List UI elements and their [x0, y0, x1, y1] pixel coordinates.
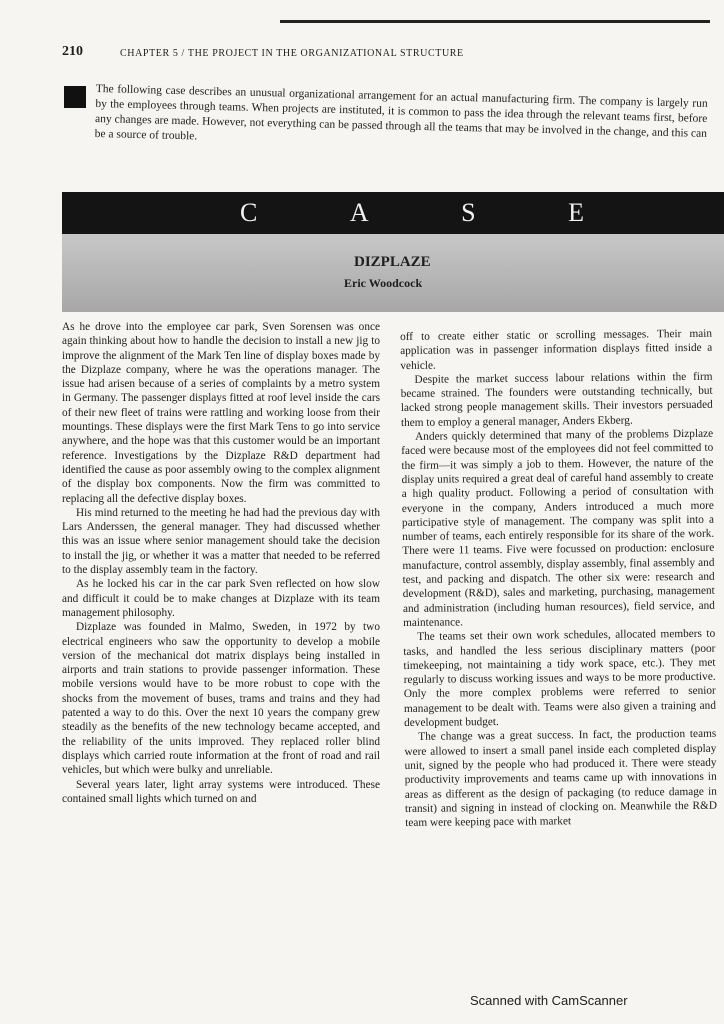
left-column	[62, 320, 380, 806]
paragraph: off to create either static or scrolling messages. Their main application was in passenger information displays fitted inside a vehicle.	[400, 327, 713, 372]
paragraph: The change was a great success. In fact, the production teams were allowed to insert a small panel inside each completed display unit, signed by the people who had produced it. There were steady productivity improvements and teams came up with innovations in areas as different as the design of packaging (to reduce damage in transit) and signing in instead of clocking on. Meanwhile the R&D team were keeping pace with market	[404, 728, 718, 830]
top-rule	[280, 20, 710, 23]
paragraph: As he locked his car in the car park Sven reflected on how slow and difficult it could be to make changes at Dizplaze with its team management philosophy.	[62, 578, 380, 619]
case-letter: A	[349, 198, 369, 227]
case-banner	[62, 192, 724, 312]
paragraph: His mind returned to the meeting he had had the previous day with Lars Anderssen, the general manager. They had discussed whether this was an issue where senior management should take the decision to install the jig, or whether it was a matter that needed to be referred to the display assembly team in the factory.	[62, 506, 380, 577]
paragraph: The teams set their own work schedules, allocated members to tasks, and handled the less serious disciplinary matters (poor timekeeping, not maintaining a tidy work space, etc.). They met regularly to discuss working issues and ways to be more productive. Only the more complex problems were referred to senior management to be dealt with. Teams were also given a training and development budget.	[403, 627, 717, 729]
paragraph: Dizplaze was founded in Malmo, Sweden, in 1972 by two electrical engineers who saw the opportunity to develop a mobile version of the mechanical dot matrix displays being installed in airports and train stations to provide passenger information. These mobile versions would have to be more robust to cope with the shocks from the movement of buses, trams and trains and they had patented a way to do this. Over the next 10 years the company grew steadily as the benefits of the new technology became accepted, and the reliability of the units improved. They replaced roller blind displays which carried route information at the front of road and rail vehicles, but which were bulky and unreliable.	[62, 621, 380, 777]
paragraph: Anders quickly determined that many of the problems Dizplaze faced were because most of the employees did not feel committed to the firm—it was simply a job to them. However, the nature of the display units required a great deal of careful hand assembly to create a high quality product. Following a period of consultation with everyone in the company, Anders introduced a much more participative style of management. The company was split into a number of teams, each entirely responsible for its share of the work. There were 11 teams. Five were focussed on production: enclosure manufacture, control assembly, display assembly, final assembly and test, and packing and dispatch. The other six were: research and development (R&D), sales and marketing, purchasing, management and administration (including human resources), field service, and maintenance.	[401, 427, 715, 629]
paragraph: Despite the market success labour relations within the firm became strained. The founders were outstanding technically, but lacked strong people management skills. Their investors persuaded them to employ a general manager, Anders Ekberg.	[400, 370, 713, 429]
case-letter: C	[240, 198, 258, 227]
paragraph: Several years later, light array systems were introduced. These contained small lights which turned on and	[62, 778, 380, 805]
case-title: DIZPLAZE	[354, 254, 431, 270]
intro-paragraph: The following case describes an unusual organizational arrangement for an actual manufacturing firm. The company is largely run by the employees through teams. When projects are instituted, it is common to pass the idea through the relevant teams first, before any changes are made. However, not everything can be passed through all the teams that may be involved in the change, and this can be a source of trouble.	[94, 82, 708, 143]
chapter-heading: CHAPTER 5 / THE PROJECT IN THE ORGANIZATIONAL STRUCTURE	[120, 48, 464, 59]
case-letter: E	[568, 198, 584, 227]
case-letters-bar	[62, 192, 724, 234]
intro-marker	[64, 86, 86, 108]
paragraph: As he drove into the employee car park, Sven Sorensen was once again thinking about how to handle the decision to install a new jig to improve the alignment of the Mark Ten line of display boxes made by the Dizplaze company, where he was the operations manager. The issue had arisen because of a series of complaints by a metro system in Germany. The passenger displays fitted at roof level inside the cars of their new fleet of trains were rattling and working loose from their mountings. These displays were the first Mark Tens to go into service anywhere, and the hope was that this customer would be an important reference. Investigations by the Dizplaze R&D department had identified the cause as poor assembly owing to the complex alignment of the display box components. Now the firm was committed to replacing all the defective display boxes.	[62, 321, 380, 505]
case-author: Eric Woodcock	[344, 276, 423, 290]
scanner-watermark: Scanned with CamScanner	[470, 993, 628, 1008]
case-letter: S	[461, 198, 476, 227]
page-number: 210	[62, 44, 83, 59]
right-column	[400, 327, 717, 831]
